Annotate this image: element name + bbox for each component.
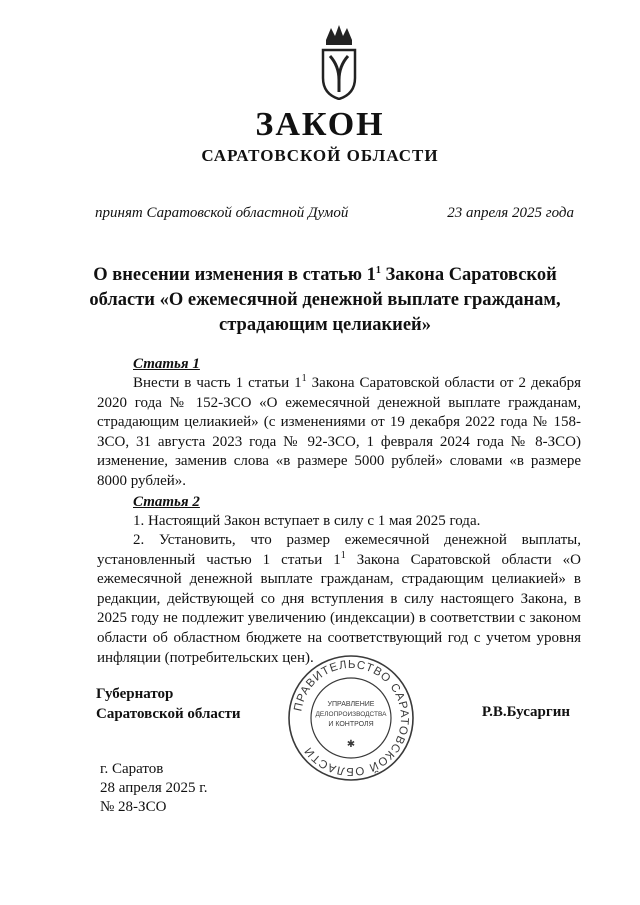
signing-date: 28 апреля 2025 г. [100, 780, 208, 796]
article-1-title: Статья 1 [133, 356, 200, 372]
law-title: О внесении изменения в статью $1^1$ Закона Саратовской области «О ежемесячной денежной выплате гражданам, страдающим целиакией» [89, 264, 561, 335]
svg-text:ДЕЛОПРОИЗВОДСТВА: ДЕЛОПРОИЗВОДСТВА [315, 711, 387, 718]
signing-details [100, 760, 208, 817]
region-heading: САРАТОВСКОЙ ОБЛАСТИ [201, 146, 439, 165]
signatory-position: Губернатор Саратовской области [96, 686, 241, 722]
signatory-name: Р.В.Бусаргин [481, 704, 570, 720]
official-stamp [286, 653, 416, 783]
svg-text:УПРАВЛЕНИЕ: УПРАВЛЕНИЕ [327, 701, 375, 708]
article-2-title: Статья 2 [133, 494, 200, 510]
adoption-statement: принят Саратовской областной Думой [95, 205, 349, 221]
svg-text:ПРАВИТЕЛЬСТВО САРАТОВСКОЙ ОБЛА: ПРАВИТЕЛЬСТВО САРАТОВСКОЙ ОБЛАСТИ [292, 658, 411, 778]
article-1-text: Внести в часть 1 статьи $1^1$ Закона Саратовской области от 2 декабря 2020 года № 152-ЗСО «О ежемесячной денежной выплате гражданам, страдающим целиакией» (с изменениями от 19 декабря 2022 года № 158-ЗСО, 31 августа 2023 года № 92-ЗСО, 1 февраля 2024 года № 8-ЗСО) изменение, заменив слова «в размере 5000 рублей» словами «в размере 8000 рублей». [97, 373, 582, 489]
svg-text:И КОНТРОЛЯ: И КОНТРОЛЯ [328, 721, 374, 728]
article-2-para-1: 1. Настоящий Закон вступает в силу с 1 мая 2025 года. [133, 513, 481, 529]
law-number: № 28-ЗСО [100, 799, 167, 815]
saratov-coat-of-arms-icon [318, 22, 360, 100]
signing-city: г. Саратов [100, 761, 164, 777]
adoption-date: 23 апреля 2025 года [447, 205, 574, 221]
law-heading: ЗАКОН [255, 106, 385, 143]
stamp-star-icon: ✱ [346, 739, 356, 750]
article-2-para-2: 2. Установить, что размер ежемесячной денежной выплаты, установленный частью 1 статьи $1^1$ Закона Саратовской области «О ежемесячной денежной выплате гражданам, страдающим целиакией» в редакции, действующей со дня вступления в силу настоящего Закона, в 2025 году не подлежит увеличению (индексации) в соответствии с законом области об областном бюджете на соответствующий год с учетом уровня инфляции (потребительских цен). [97, 532, 581, 666]
